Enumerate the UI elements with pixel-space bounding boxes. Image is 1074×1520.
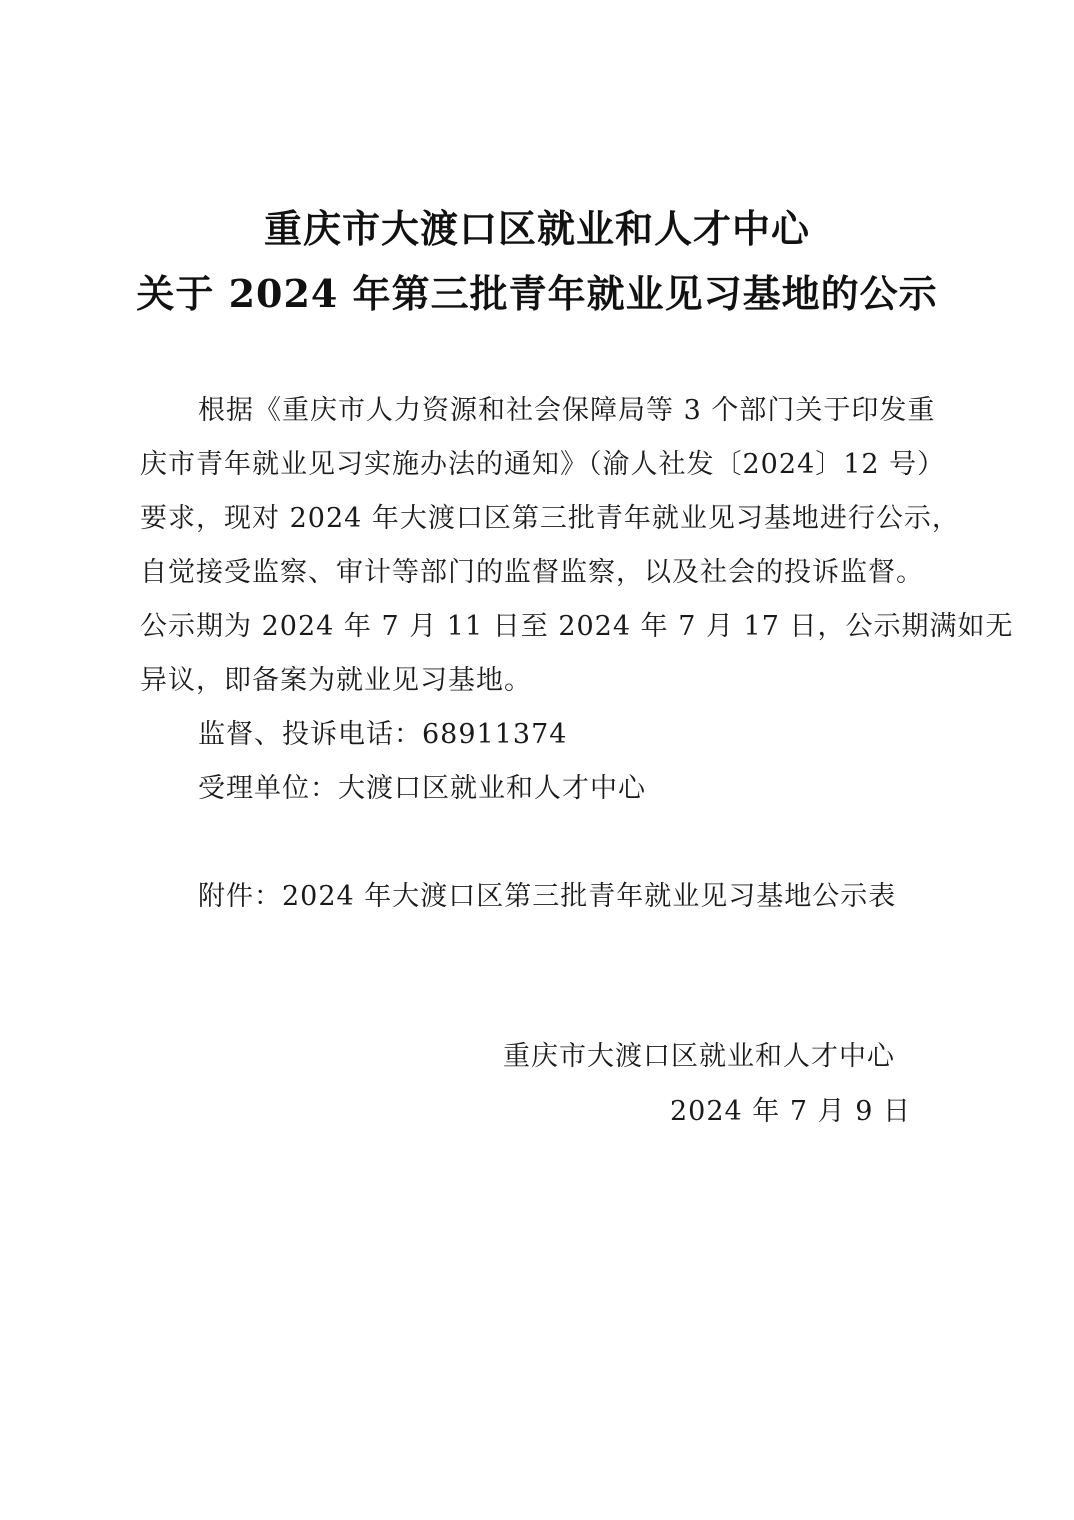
paragraph-line: 自觉接受监察、审计等部门的监督监察，以及社会的投诉监督。 xyxy=(140,557,924,588)
signature-organization: 重庆市大渡口区就业和人才中心 xyxy=(503,1041,895,1072)
document-title-line-1: 重庆市大渡口区就业和人才中心 xyxy=(263,206,810,251)
handling-unit: 受理单位：大渡口区就业和人才中心 xyxy=(198,773,646,804)
paragraph-line: 异议，即备案为就业见习基地。 xyxy=(140,665,532,696)
document-title-line-2: 关于 2024 年第三批青年就业见习基地的公示 xyxy=(136,271,938,316)
blank-line xyxy=(140,816,940,870)
paragraph-line: 公示期为 2024 年 7 月 11 日至 2024 年 7 月 17 日，公示期满如无 xyxy=(140,611,1014,642)
complaint-phone: 监督、投诉电话：68911374 xyxy=(198,719,568,750)
signature-date: 2024 年 7 月 9 日 xyxy=(670,1096,911,1127)
paragraph-line: 根据《重庆市人力资源和社会保障局等 3 个部门关于印发重 xyxy=(198,395,936,426)
attachment-note: 附件：2024 年大渡口区第三批青年就业见习基地公示表 xyxy=(198,881,897,912)
notice-body xyxy=(140,384,1014,924)
paragraph-line: 要求，现对 2024 年大渡口区第三批青年就业见习基地进行公示， xyxy=(140,503,960,534)
paragraph-line: 庆市青年就业见习实施办法的通知》（渝人社发〔2024〕12 号） xyxy=(140,449,946,480)
